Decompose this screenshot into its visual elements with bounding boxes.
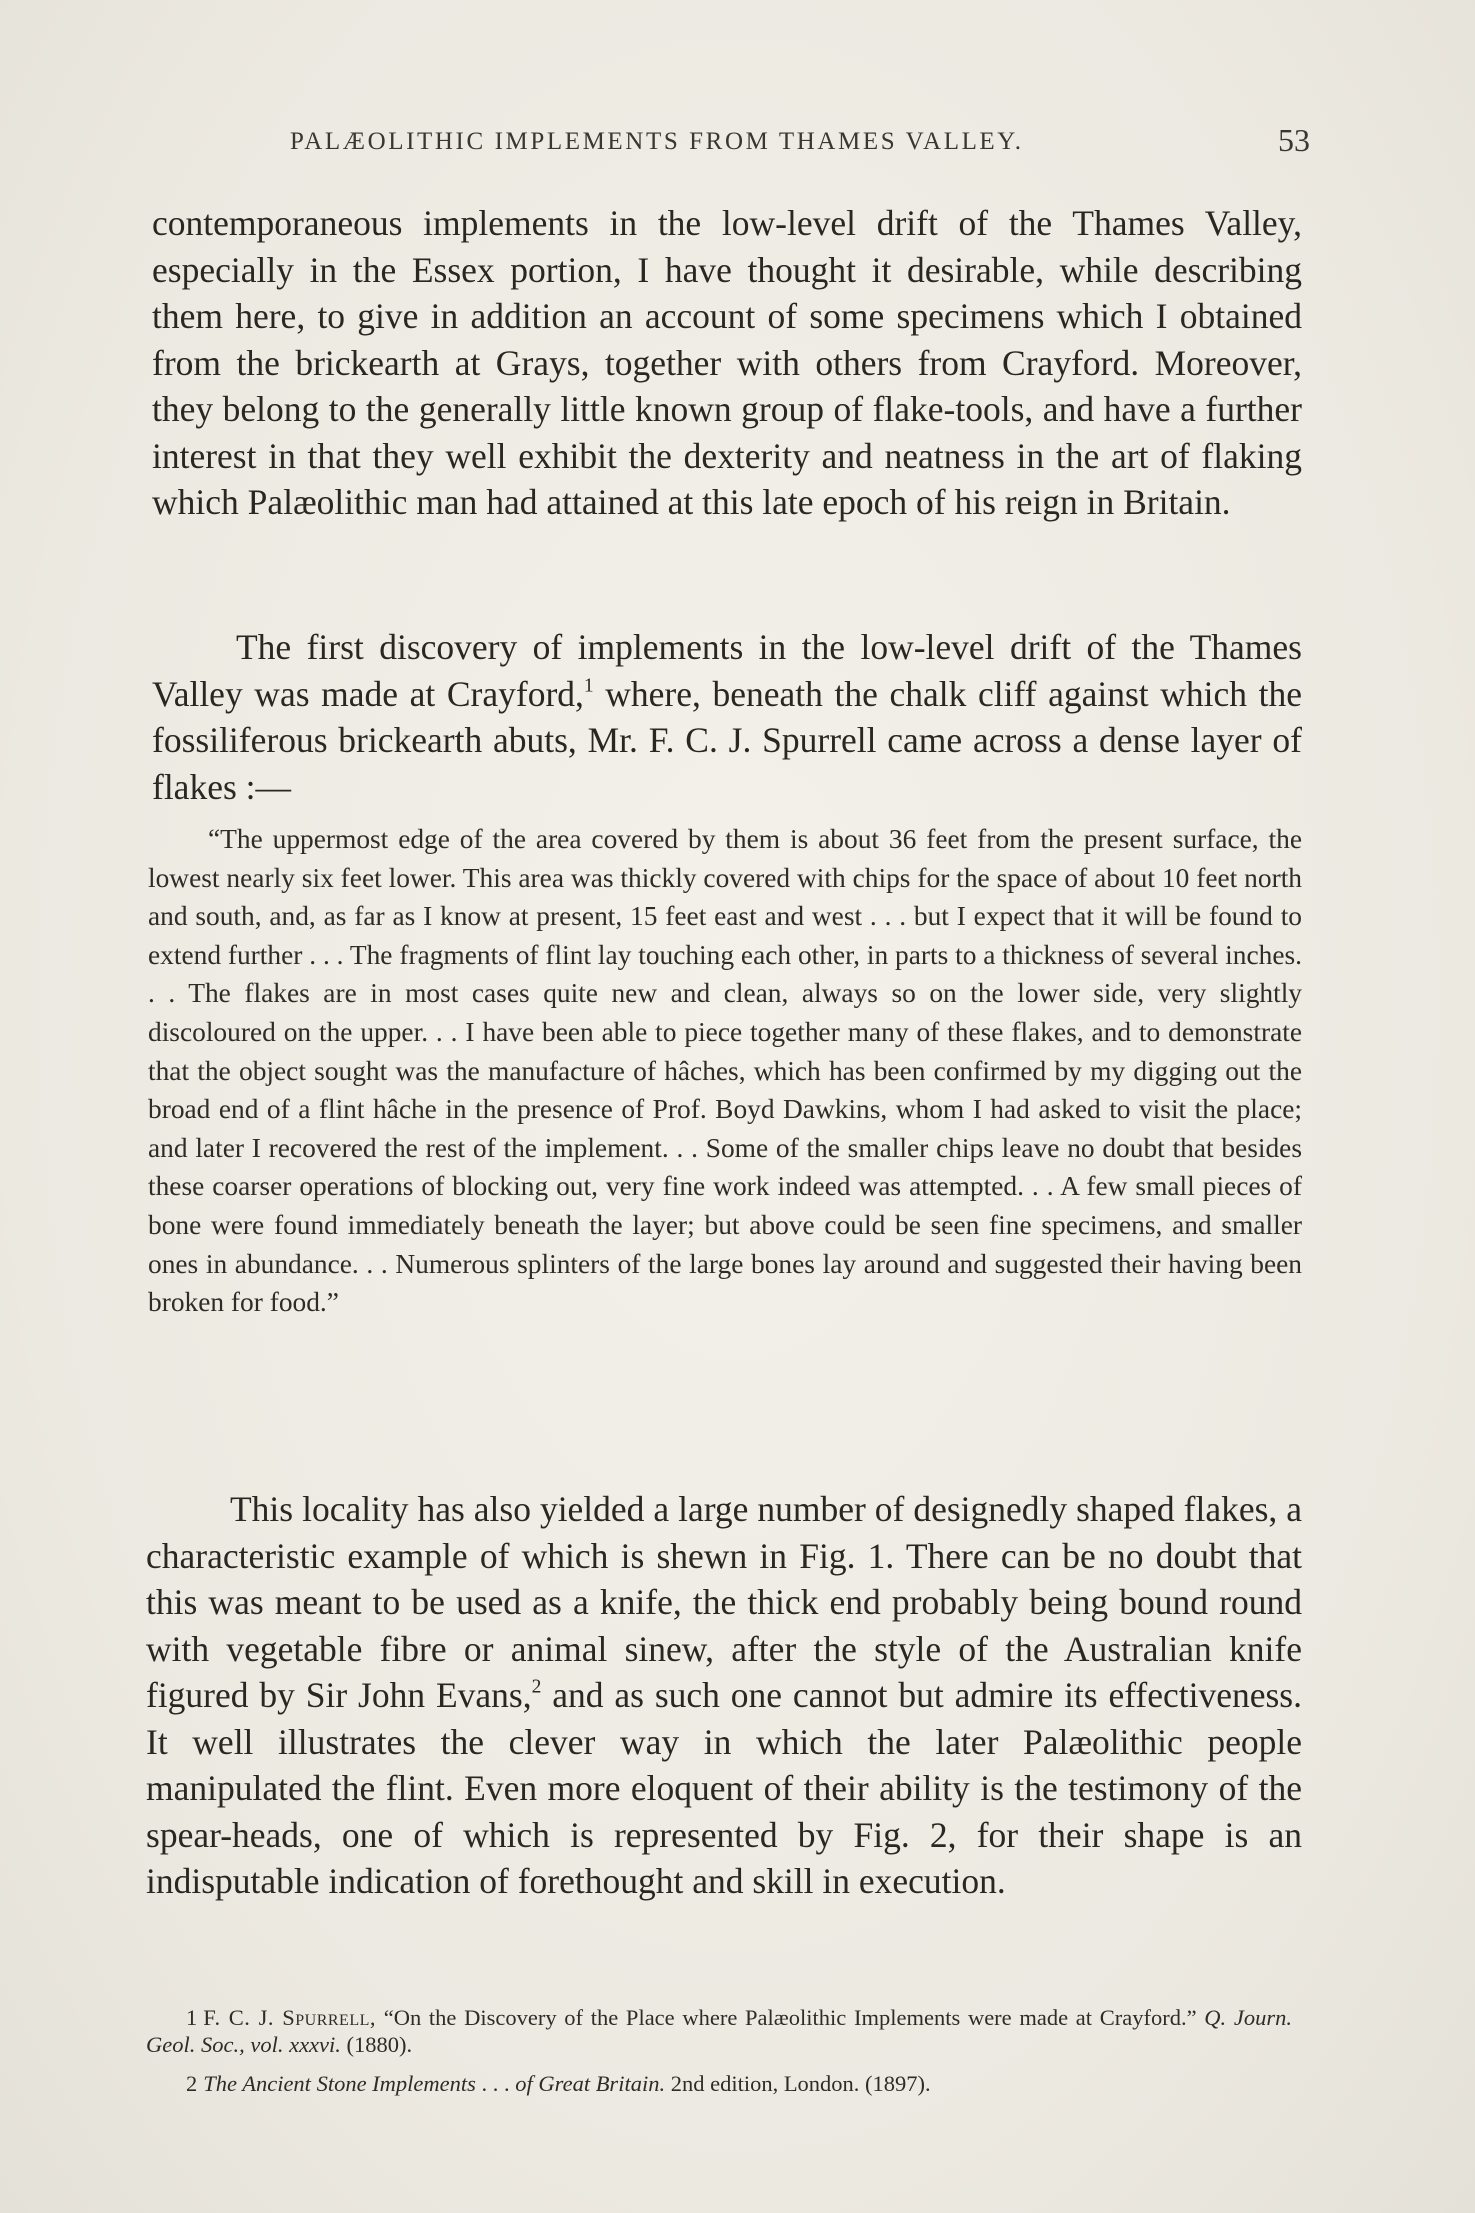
paragraph-3 — [146, 1486, 1302, 1905]
footnote-2-edition: 2nd edition, London. (1897). — [665, 2071, 931, 2096]
footnote-2-title-b: of Great Britain. — [515, 2071, 666, 2096]
footnote-ref-1: 1 — [583, 674, 594, 696]
footnote-2-marker: 2 — [186, 2071, 198, 2096]
footnotes — [146, 2004, 1292, 2097]
paragraph-3-text-b: and as such one cannot but admire its effectiveness. It well illustrates the clever way in which the later Palæolithic people manipulated the flint. Even more eloquent of their ability is the testimony of the spear-heads, one of which is represented by Fig. 2, for their shape is an indisputable indication of forethought and skill in execution. — [146, 1675, 1302, 1901]
footnote-1-author: F. C. J. Spurrell, — [203, 2005, 376, 2030]
footnote-2 — [146, 2070, 1292, 2097]
block-quote: “The uppermost edge of the area covered by them is about 36 feet from the present surface, the lowest nearly six feet lower. This area was thickly covered with chips for the space of about 10 feet north and south, and, as far as I know at present, 15 feet east and west . . . but I expect that it will be found to extend further . . . The fragments of flint lay touching each other, in parts to a thickness of several inches. . . The flakes are in most cases quite new and clean, always so on the lower side, very slightly discoloured on the upper. . . I have been able to piece together many of these flakes, and to demonstrate that the object sought was the manufacture of hâches, which has been confirmed by my digging out the broad end of a flint hâche in the presence of Prof. Boyd Dawkins, whom I had asked to visit the place; and later I recovered the rest of the implement. . . Some of the smaller chips leave no doubt that besides these coarser operations of blocking out, very fine work indeed was attempted. . . A few small pieces of bone were found immediately beneath the layer; but above could be seen fine specimens, and smaller ones in abundance. . . Numerous splinters of the large bones lay around and suggested their having been broken for food.” — [148, 824, 1302, 1318]
footnote-1 — [146, 2004, 1292, 2058]
footnote-2-ellipsis: . . . — [475, 2071, 516, 2096]
page-header — [150, 122, 1310, 172]
footnote-1-year: (1880). — [340, 2032, 413, 2057]
running-title: PALÆOLITHIC IMPLEMENTS FROM THAMES VALLEY. — [290, 128, 1024, 155]
footnote-ref-2: 2 — [531, 1676, 542, 1698]
footnote-1-marker: 1 — [186, 2005, 198, 2030]
page-number: 53 — [1278, 122, 1310, 158]
paragraph-3-text-a: This locality has also yielded a large number of designedly shaped flakes, a characteristic example of which is shewn in Fig. 1. There can be no doubt that this was meant to be used as a knife, the thick end probably being bound round with vegetable fibre or animal sinew, after the style of the Australian knife figured by Sir John Evans, — [146, 1489, 1302, 1715]
paragraph-2-text-a: The first discovery of implements in the low-level drift of the Thames Valley was made at Crayford, — [152, 627, 1302, 714]
footnote-1-journal: Q. Journ. Geol. Soc., vol. xxxvi. — [146, 2005, 1292, 2057]
paragraph-2 — [152, 624, 1302, 810]
paragraph-1: contemporaneous implements in the low-level drift of the Thames Valley, especially in the Essex portion, I have thought it desirable, while describing them here, to give in addition an account of some specimens which I obtained from the brickearth at Grays, together with others from Crayford. Moreover, they belong to the generally little known group of flake-tools, and have a further interest in that they well exhibit the dexterity and neatness in the art of flaking which Palæolithic man had attained at this late epoch of his reign in Britain. — [152, 203, 1302, 522]
footnote-2-title-a: The Ancient Stone Implements — [203, 2071, 476, 2096]
footnote-1-title: “On the Discovery of the Place where Palæolithic Implements were made at Crayford.” — [376, 2005, 1205, 2030]
paragraph-2-text-b: where, beneath the chalk cliff against which the fossiliferous brickearth abuts, Mr. F. C. J. Spurrell came across a dense layer of flakes :— — [152, 673, 1302, 807]
